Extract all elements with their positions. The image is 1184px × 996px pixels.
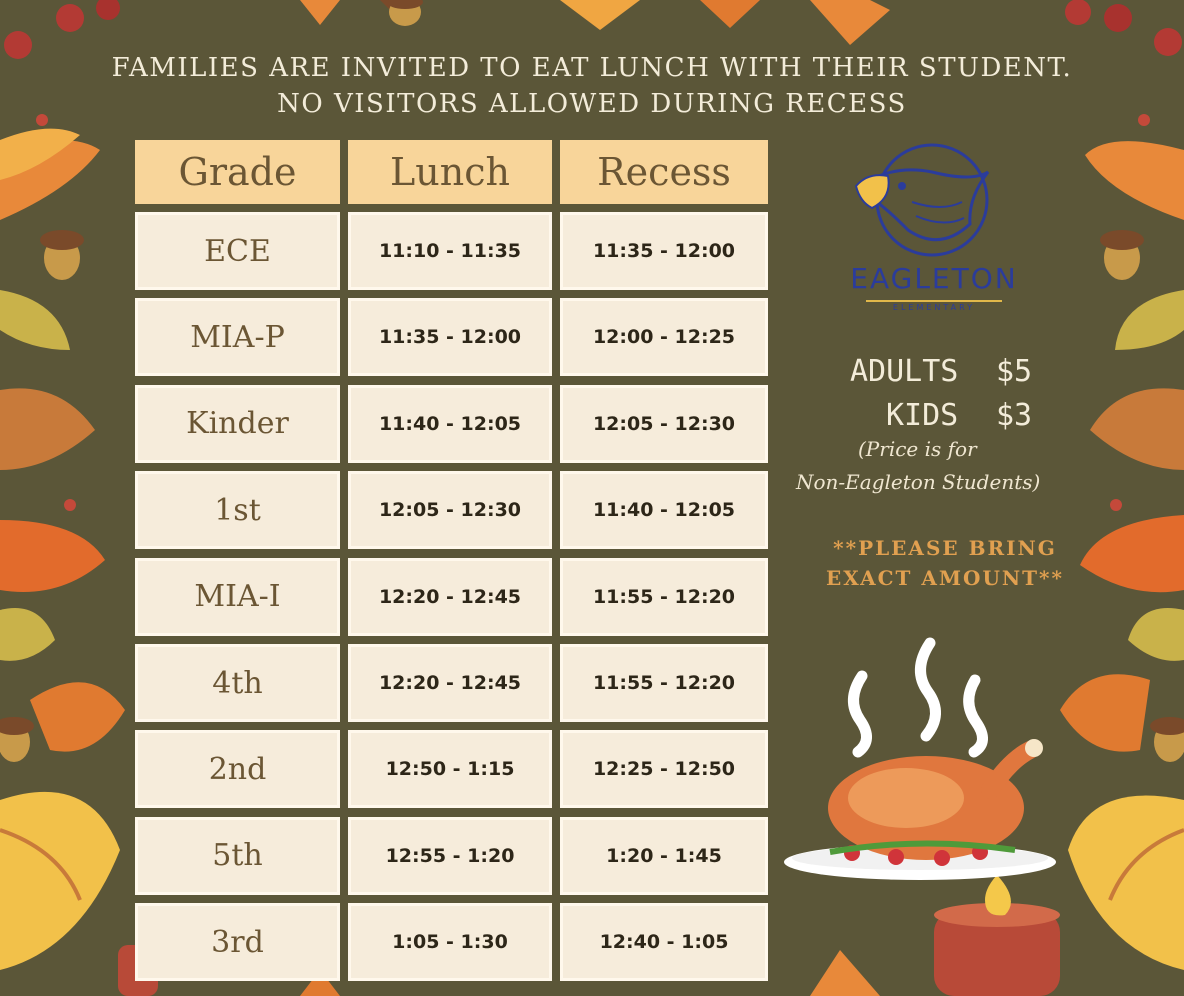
table-cell-recess: 12:40 - 1:05 <box>560 903 768 981</box>
table-cell-recess: 12:00 - 12:25 <box>560 298 768 376</box>
reminder-line2: EXACT AMOUNT** <box>826 566 1064 590</box>
autumn-leaf-icon <box>300 0 890 45</box>
kids-price: $3 <box>996 398 1033 433</box>
eagle-head-icon <box>852 142 992 262</box>
logo-underline <box>866 300 1002 302</box>
table-cell-recess: 12:05 - 12:30 <box>560 385 768 463</box>
table-cell-lunch: 12:20 - 12:45 <box>348 558 552 636</box>
event-headline: FAMILIES ARE INVITED TO EAT LUNCH WITH THEIR STUDENT. NO VISITORS ALLOWED DURING RECESS <box>111 53 1073 119</box>
table-cell-recess: 11:55 - 12:20 <box>560 644 768 722</box>
table-cell-grade: 2nd <box>135 730 340 808</box>
adults-label: ADULTS <box>850 354 959 389</box>
table-cell-recess: 11:55 - 12:20 <box>560 558 768 636</box>
table-cell-lunch: 1:05 - 1:30 <box>348 903 552 981</box>
table-cell-recess: 11:35 - 12:00 <box>560 212 768 290</box>
table-cell-grade: MIA-P <box>135 298 340 376</box>
table-cell-lunch: 12:55 - 1:20 <box>348 817 552 895</box>
price-note-line1: (Price is for <box>858 437 977 461</box>
table-cell-lunch: 12:50 - 1:15 <box>348 730 552 808</box>
price-note-line2: Non-Eagleton Students) <box>796 470 1041 494</box>
roast-turkey-icon <box>784 643 1056 880</box>
logo-wordmark: EAGLETON <box>850 262 1018 295</box>
table-cell-recess: 11:40 - 12:05 <box>560 471 768 549</box>
table-cell-lunch: 11:10 - 11:35 <box>348 212 552 290</box>
logo-subtitle: ELEMENTARY <box>892 303 976 312</box>
table-cell-grade: 3rd <box>135 903 340 981</box>
table-cell-recess: 12:25 - 12:50 <box>560 730 768 808</box>
column-header-recess: Recess <box>560 140 768 204</box>
table-cell-lunch: 11:35 - 12:00 <box>348 298 552 376</box>
adults-price: $5 <box>996 354 1033 389</box>
table-cell-grade: 1st <box>135 471 340 549</box>
table-cell-grade: Kinder <box>135 385 340 463</box>
table-cell-recess: 1:20 - 1:45 <box>560 817 768 895</box>
table-cell-grade: MIA-I <box>135 558 340 636</box>
column-header-lunch: Lunch <box>348 140 552 204</box>
table-cell-lunch: 11:40 - 12:05 <box>348 385 552 463</box>
table-cell-grade: ECE <box>135 212 340 290</box>
reminder-line1: **PLEASE BRING <box>833 536 1057 560</box>
column-header-grade: Grade <box>135 140 340 204</box>
kids-label: KIDS <box>886 398 959 433</box>
table-cell-grade: 5th <box>135 817 340 895</box>
table-cell-grade: 4th <box>135 644 340 722</box>
table-cell-lunch: 12:20 - 12:45 <box>348 644 552 722</box>
table-cell-lunch: 12:05 - 12:30 <box>348 471 552 549</box>
